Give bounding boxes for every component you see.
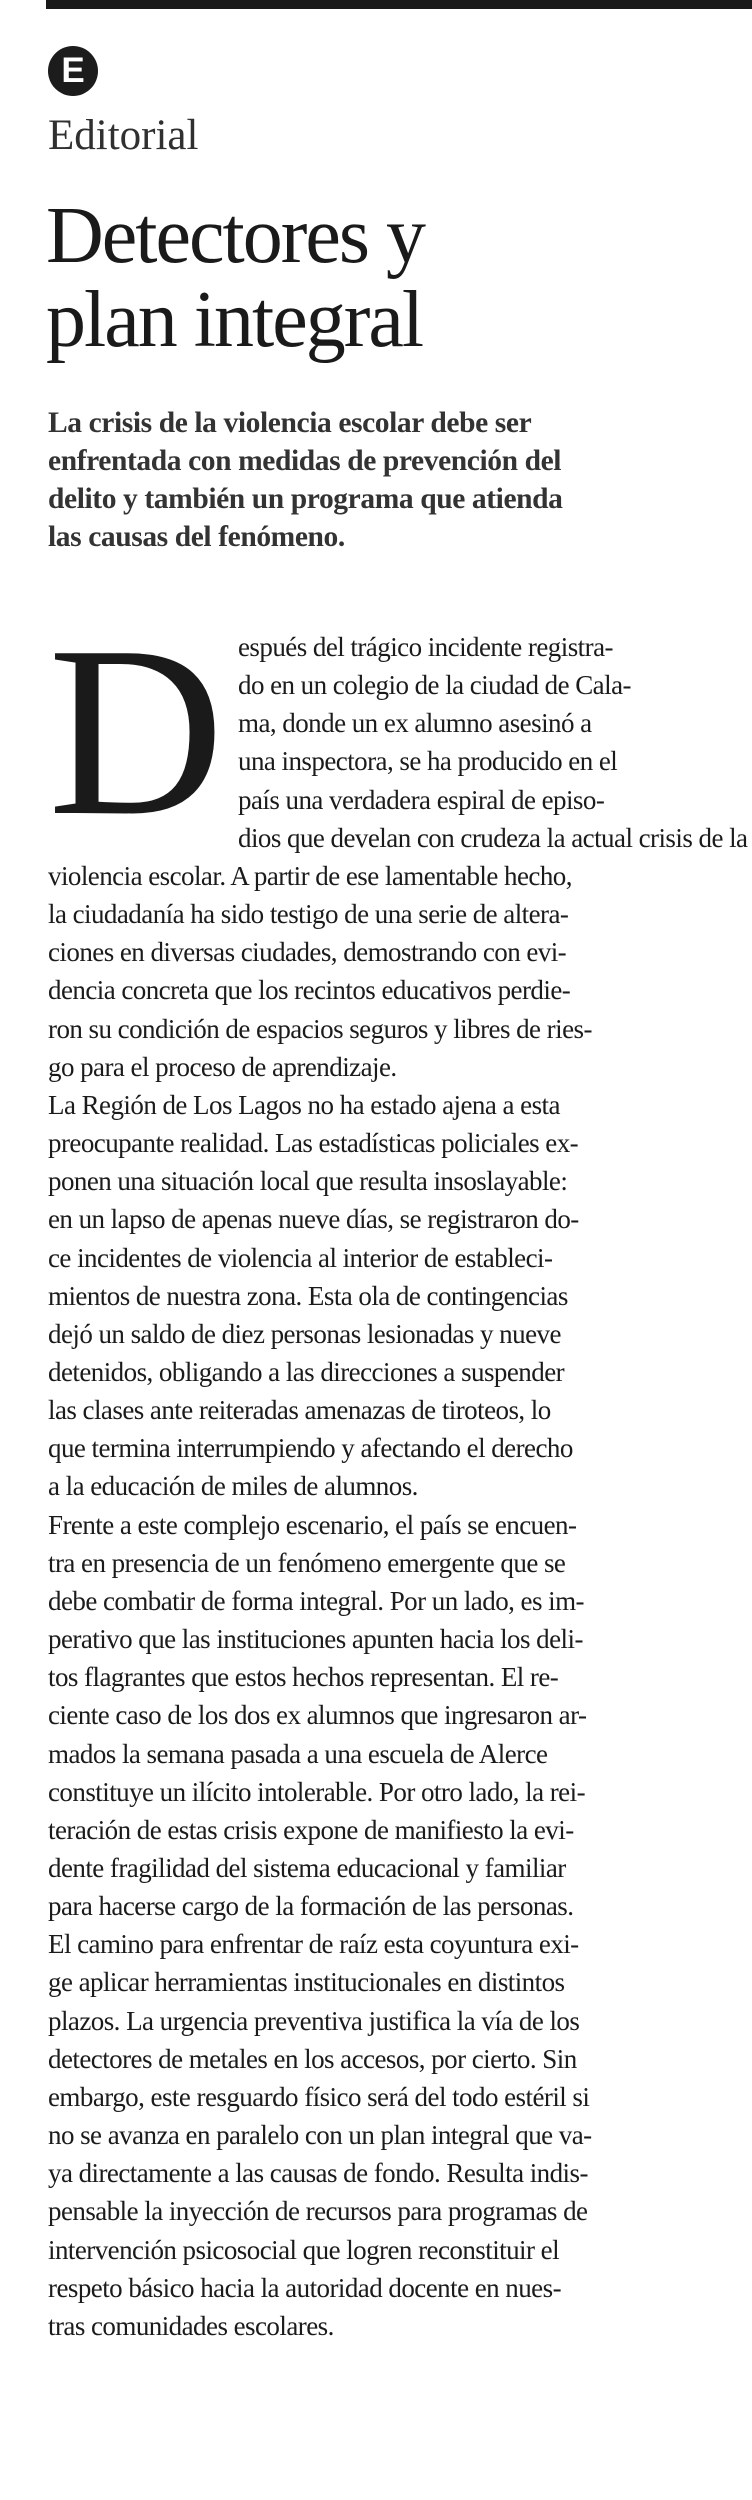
drop-cap: D (48, 596, 225, 866)
article-body (48, 596, 748, 2345)
headline: Detectores y plan integral (46, 192, 425, 364)
section-badge: E (48, 46, 98, 96)
article-paragraph-1: espués del trágico incidente registra- do en un colegio de la ciudad de Cala- ma, donde un ex alumno asesinó a una inspectora, se ha producido en el país una verdadera espiral de episo- dios que develan con crudeza la actual crisis de la violencia escolar. A partir de ese lamentable hecho, la ciudadanía ha sido testigo de una serie de altera- ciones en diversas ciudades, demostrando con evi- dencia concreta que los recintos educativos perdie- ron su condición de espacios seguros y libres de ries- go para el proceso de aprendizaje. (48, 632, 748, 1082)
article-paragraph-2: La Región de Los Lagos no ha estado ajena a esta preocupante realidad. Las estadísticas policiales ex- ponen una situación local que resulta insoslayable: en un lapso de apenas nueve días, se registraron do- ce incidentes de violencia al interior de estableci- mientos de nuestra zona. Esta ola de contingencias dejó un saldo de diez personas lesionadas y nueve detenidos, obligando a las direcciones a suspender las clases ante reiteradas amenazas de tiroteos, lo que termina interrumpiendo y afectando el derecho a la educación de miles de alumnos. (48, 1089, 579, 1502)
section-label: Editorial (48, 112, 199, 159)
top-rule (46, 0, 752, 9)
article-paragraph-3: Frente a este complejo escenario, el país se encuen- tra en presencia de un fenómeno emergente que se debe combatir de forma integral. Por un lado, es im- perativo que las instituciones apunten hacia los deli- tos flagrantes que estos hechos representan. El re- ciente caso de los dos ex alumnos que ingresaron ar- mados la semana pasada a una escuela de Alerce constituye un ilícito intolerable. Por otro lado, la rei- teración de estas crisis expone de manifiesto la evi- dente fragilidad del sistema educacional y familiar para hacerse cargo de la formación de las personas. El camino para enfrentar de raíz esta coyuntura exi- ge aplicar herramientas institucionales en distintos plazos. La urgencia preventiva justifica la vía de los detectores de metales en los accesos, por cierto. Sin embargo, este resguardo físico será del todo estéril si no se avanza en paralelo con un plan integral que va- ya directamente a las causas de fondo. Resulta indis- pensable la inyección de recursos para programas de intervención psicosocial que logren reconstituir el respeto básico hacia la autoridad docente en nues- tras comunidades escolares. (48, 1509, 592, 2341)
dek-summary: La crisis de la violencia escolar debe ser enfrentada con medidas de prevención del delito y también un programa que atienda las causas del fenómeno. (48, 407, 563, 553)
